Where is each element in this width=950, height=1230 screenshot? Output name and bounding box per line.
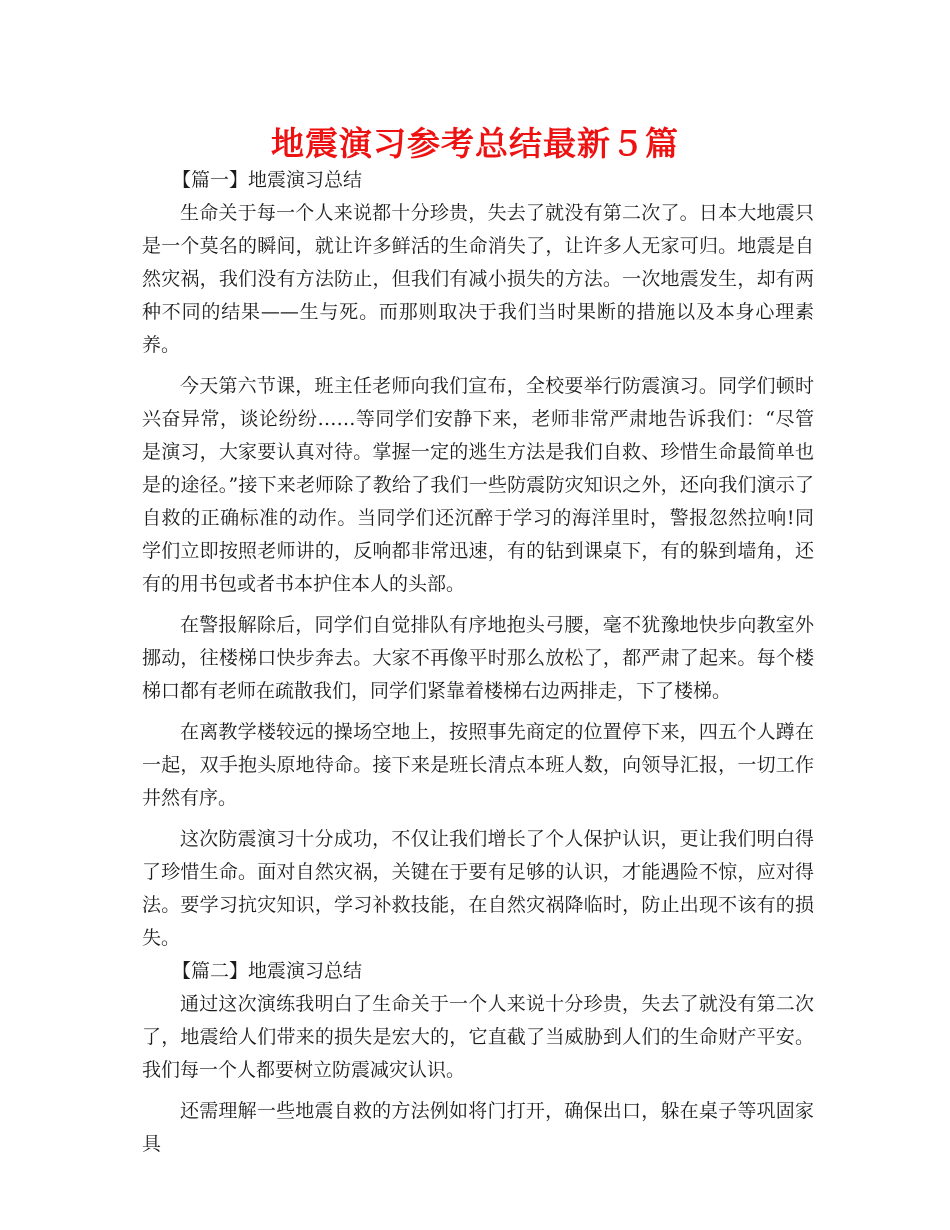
- paragraph: 在离教学楼较远的操场空地上，按照事先商定的位置停下来，四五个人蹲在一起，双手抱头原地待命。接下来是班长清点本班人数，向领导汇报，一切工作井然有序。: [142, 721, 814, 809]
- paragraph: 通过这次演练我明白了生命关于一个人来说十分珍贵，失去了就没有第二次了，地震给人们带来的损失是宏大的，它直截了当威胁到人们的生命财产平安。我们每一个人都要树立防震减灾认识。: [142, 993, 814, 1081]
- document-body: [142, 164, 814, 1161]
- paragraph: 还需理解一些地震自救的方法例如将门打开，确保出口，躲在桌子等巩固家具: [142, 1100, 814, 1155]
- paragraph: 今天第六节课，班主任老师向我们宣布，全校要举行防震演习。同学们顿时兴奋异常，谈论纷纷……等同学们安静下来，老师非常严肃地告诉我们：“尽管是演习，大家要认真对待。掌握一定的逃生方法是我们自救、珍惜生命最简单也是的途径。”接下来老师除了教给了我们一些防震防灾知识之外，还向我们演示了自救的正确标准的动作。当同学们还沉醉于学习的海洋里时，警报忽然拉响!同学们立即按照老师讲的，反响都非常迅速，有的钻到课桌下，有的躲到墙角，还有的用书包或者书本护住本人的头部。: [142, 375, 814, 595]
- paragraph: 生命关于每一个人来说都十分珍贵，失去了就没有第二次了。日本大地震只是一个莫名的瞬间，就让许多鲜活的生命消失了，让许多人无家可归。地震是自然灾祸，我们没有方法防止，但我们有减小损失的方法。一次地震发生，却有两种不同的结果——生与死。而那则取决于我们当时果断的措施以及本身心理素养。: [142, 202, 814, 356]
- section-heading-1: 【篇一】地震演习总结: [172, 169, 363, 191]
- paragraph: 在警报解除后，同学们自觉排队有序地抱头弓腰，毫不犹豫地快步向教室外挪动，往楼梯口快步奔去。大家不再像平时那么放松了，都严肃了起来。每个楼梯口都有老师在疏散我们，同学们紧靠着楼梯右边两排走，下了楼梯。: [142, 614, 814, 702]
- paragraph: 这次防震演习十分成功，不仅让我们增长了个人保护认识，更让我们明白得了珍惜生命。面对自然灾祸，关键在于要有足够的认识，才能遇险不惊，应对得法。要学习抗灾知识，学习补救技能，在自然灾祸降临时，防止出现不该有的损失。: [142, 828, 814, 949]
- section-heading-2: 【篇二】地震演习总结: [172, 960, 363, 982]
- document-title: 地震演习参考总结最新５篇: [271, 124, 679, 163]
